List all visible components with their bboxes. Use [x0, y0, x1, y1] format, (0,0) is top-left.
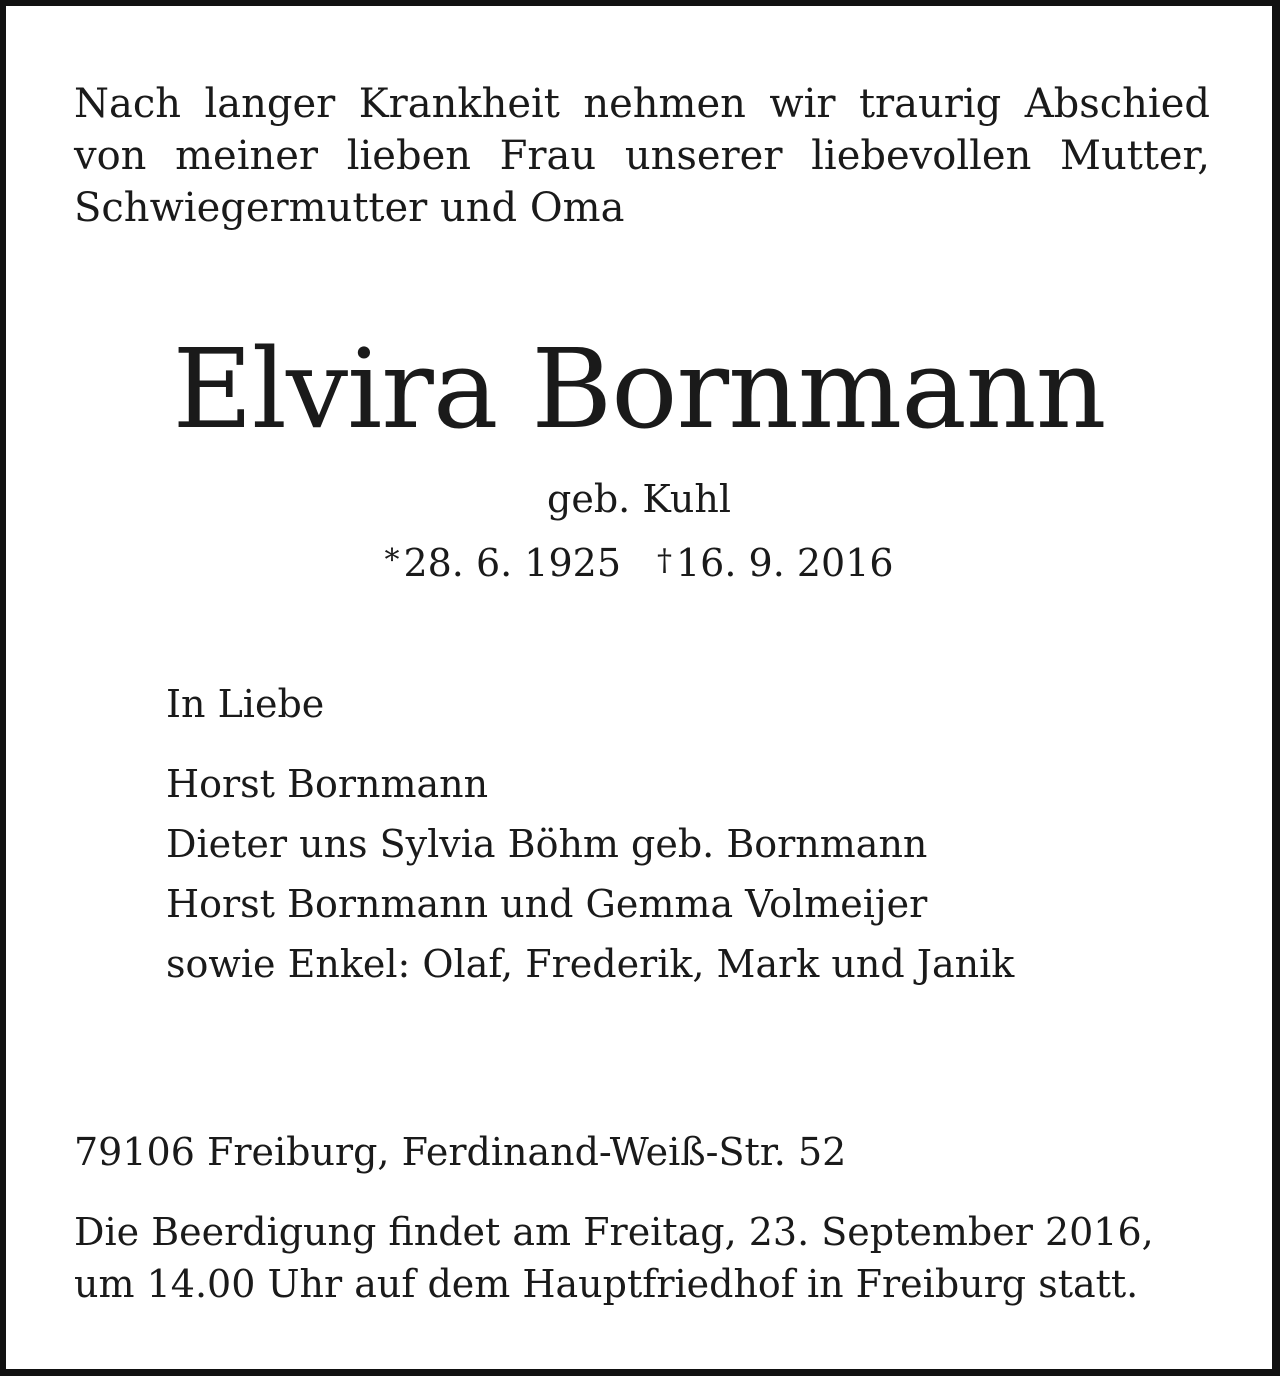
funeral-line: um 14.00 Uhr auf dem Hauptfriedhof in Freiburg statt.	[74, 1262, 1139, 1306]
mourner-entry: Horst Bornmann und Gemma Volmeijer	[166, 882, 928, 926]
intro-line: Nach langer Krankheit nehmen wir traurig Abschied	[74, 81, 1210, 127]
death-date: 16. 9. 2016	[676, 541, 894, 585]
death-symbol: †	[657, 543, 672, 578]
mourners-heading: In Liebe	[166, 682, 325, 726]
mourners-block	[166, 678, 1246, 994]
maiden-name: geb. Kuhl	[547, 477, 731, 521]
mourner-entry: Horst Bornmann	[166, 762, 489, 806]
funeral-line: Die Beerdigung findet am Freitag, 23. September 2016,	[74, 1210, 1154, 1254]
intro-text	[74, 78, 1210, 234]
mourner-entry: sowie Enkel: Olaf, Frederik, Mark und Janik	[166, 942, 1015, 986]
family-address: 79106 Freiburg, Ferdinand-Weiß-Str. 52	[74, 1130, 847, 1174]
deceased-name: Elvira Bornmann	[172, 325, 1106, 453]
birth-symbol: *	[384, 543, 400, 578]
mourner-entry: Dieter uns Sylvia Böhm geb. Bornmann	[166, 822, 928, 866]
birth-date: 28. 6. 1925	[403, 541, 621, 585]
intro-line: Schwiegermutter und Oma	[74, 185, 625, 231]
intro-line: von meiner lieben Frau unserer liebevollen Mutter,	[74, 133, 1210, 179]
life-dates	[6, 536, 1272, 588]
funeral-info	[74, 1206, 1210, 1310]
